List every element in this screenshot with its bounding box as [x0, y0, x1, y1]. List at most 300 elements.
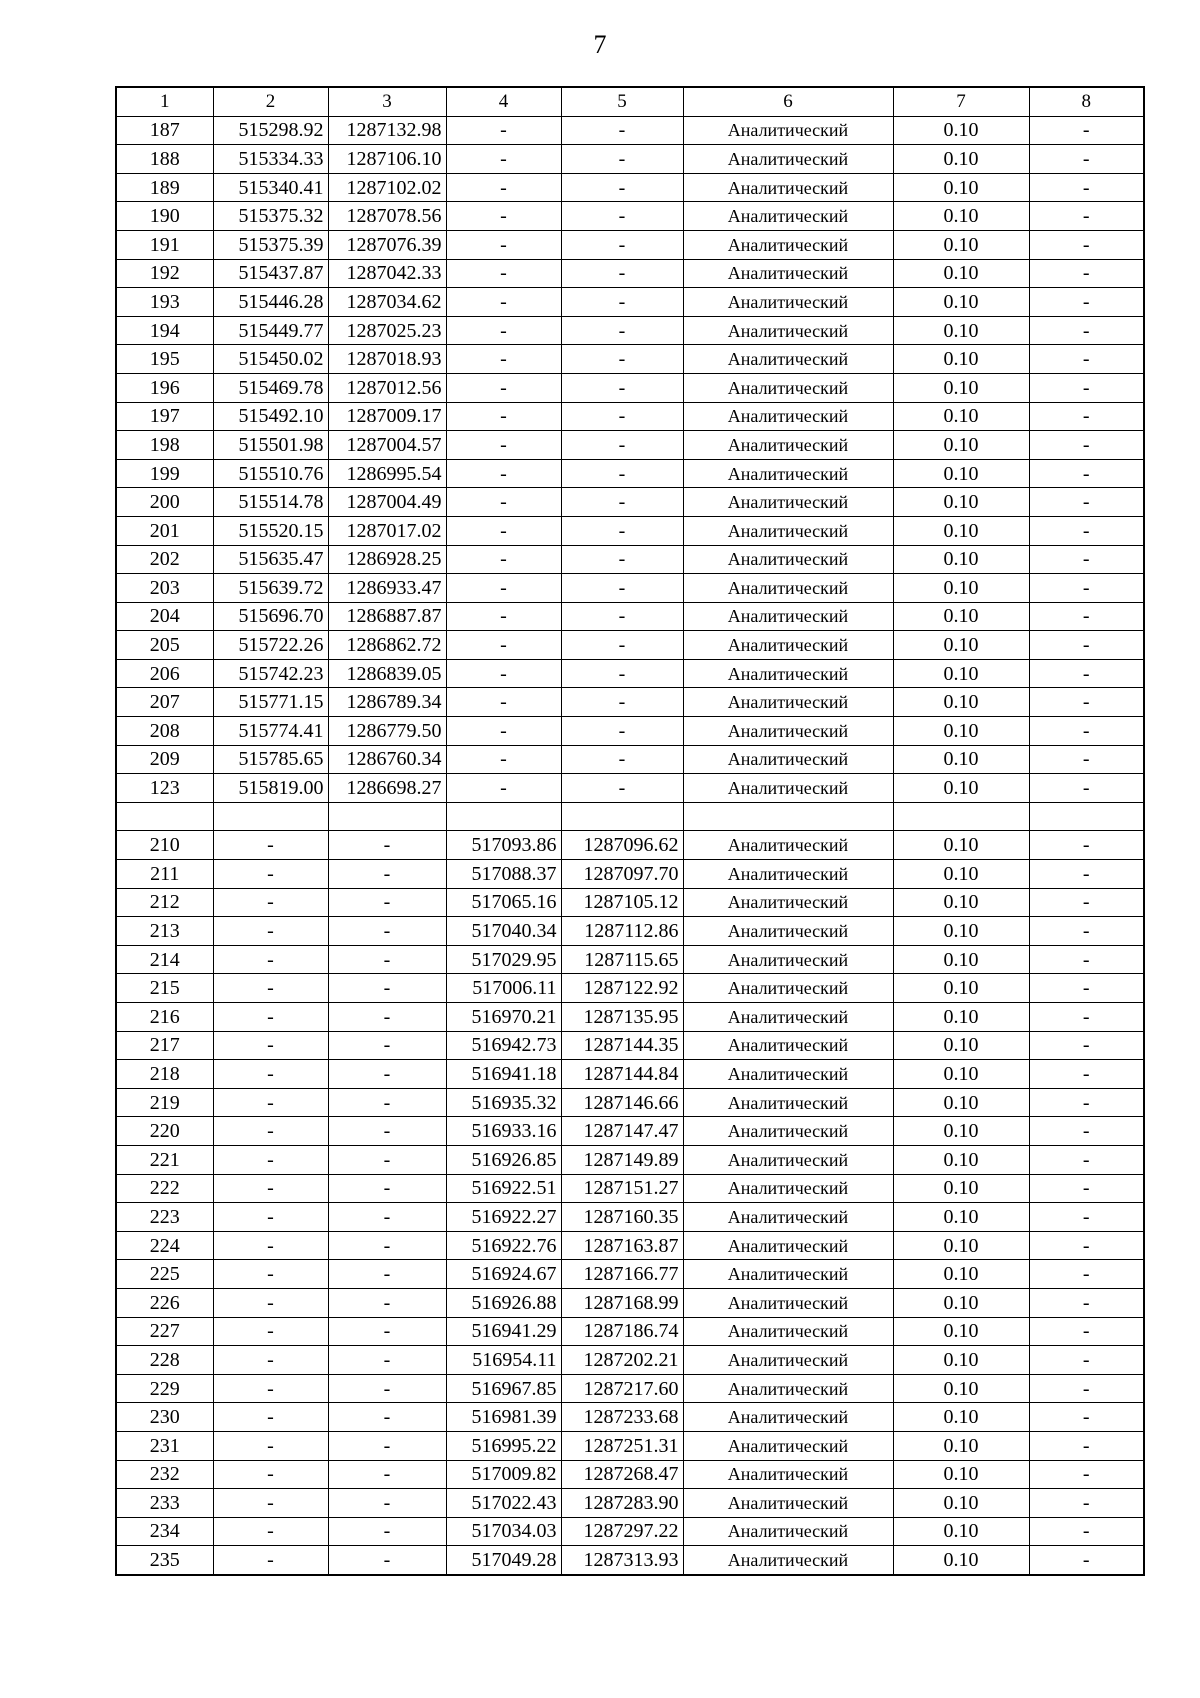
cell-coord-y-new: -: [561, 116, 683, 145]
cell-accuracy: 0.10: [893, 917, 1029, 946]
cell-accuracy: 0.10: [893, 1231, 1029, 1260]
cell-coord-x-new: -: [446, 230, 561, 259]
cell-coord-x-new: -: [446, 717, 561, 746]
cell-method: Аналитический: [683, 1403, 893, 1432]
cell-point-number: 221: [116, 1145, 213, 1174]
cell-method: Аналитический: [683, 1174, 893, 1203]
table-row: [116, 1317, 1144, 1346]
cell-coord-x-existing: -: [213, 1145, 328, 1174]
cell-point-number: 218: [116, 1060, 213, 1089]
cell-method: Аналитический: [683, 516, 893, 545]
cell-coord-y-existing: 1286862.72: [328, 631, 446, 660]
cell-method: Аналитический: [683, 1517, 893, 1546]
cell-description: -: [1029, 1203, 1144, 1232]
cell-coord-y-existing: 1287018.93: [328, 345, 446, 374]
cell-coord-x-new: -: [446, 202, 561, 231]
cell-coord-x-new: 516926.85: [446, 1145, 561, 1174]
cell-point-number: 196: [116, 373, 213, 402]
cell-accuracy: 0.10: [893, 259, 1029, 288]
cell-description: -: [1029, 1260, 1144, 1289]
cell-description: -: [1029, 831, 1144, 860]
cell-coord-x-existing: 515375.39: [213, 230, 328, 259]
cell-coord-x-existing: 515501.98: [213, 431, 328, 460]
cell-accuracy: 0.10: [893, 1031, 1029, 1060]
cell-coord-x-new: -: [446, 373, 561, 402]
cell-coord-y-existing: -: [328, 1546, 446, 1575]
cell-coord-y-existing: -: [328, 1346, 446, 1375]
cell-point-number: 228: [116, 1346, 213, 1375]
cell-coord-x-new: 516922.76: [446, 1231, 561, 1260]
cell-description: -: [1029, 373, 1144, 402]
cell-accuracy: 0.10: [893, 1203, 1029, 1232]
cell-accuracy: 0.10: [893, 774, 1029, 803]
cell-point-number: 201: [116, 516, 213, 545]
cell-accuracy: 0.10: [893, 1431, 1029, 1460]
cell-method: Аналитический: [683, 431, 893, 460]
cell-coord-y-new: 1287313.93: [561, 1546, 683, 1575]
table-row: [116, 1288, 1144, 1317]
cell-point-number: 233: [116, 1489, 213, 1518]
cell-description: -: [1029, 717, 1144, 746]
cell-method: Аналитический: [683, 173, 893, 202]
cell-coord-x-new: 517029.95: [446, 945, 561, 974]
cell-method: Аналитический: [683, 545, 893, 574]
cell-coord-y-new: 1287097.70: [561, 860, 683, 889]
cell-coord-y-new: -: [561, 431, 683, 460]
table-row: [116, 631, 1144, 660]
cell-accuracy: 0.10: [893, 974, 1029, 1003]
table-row: [116, 945, 1144, 974]
cell-accuracy: 0.10: [893, 373, 1029, 402]
cell-description: -: [1029, 974, 1144, 1003]
cell-point-number: 208: [116, 717, 213, 746]
cell-accuracy: 0.10: [893, 402, 1029, 431]
table-row: [116, 488, 1144, 517]
cell-point-number: 214: [116, 945, 213, 974]
cell-coord-y-new: 1287144.84: [561, 1060, 683, 1089]
cell-coord-y-new: 1287144.35: [561, 1031, 683, 1060]
cell-description: -: [1029, 774, 1144, 803]
table-row: [116, 1145, 1144, 1174]
cell-point-number: 189: [116, 173, 213, 202]
cell-coord-y-existing: -: [328, 1460, 446, 1489]
cell-coord-y-existing: -: [328, 1489, 446, 1518]
cell-point-number: 210: [116, 831, 213, 860]
cell-coord-y-existing: 1287132.98: [328, 116, 446, 145]
cell-accuracy: 0.10: [893, 316, 1029, 345]
cell-coord-y-existing: 1287042.33: [328, 259, 446, 288]
cell-coord-x-new: 517022.43: [446, 1489, 561, 1518]
cell-coord-x-existing: -: [213, 1317, 328, 1346]
cell-coord-y-existing: -: [328, 888, 446, 917]
cell-method: Аналитический: [683, 1117, 893, 1146]
cell-accuracy: 0.10: [893, 860, 1029, 889]
cell-method: Аналитический: [683, 1546, 893, 1575]
table-row: [116, 688, 1144, 717]
cell-coord-y-new: -: [561, 230, 683, 259]
cell-coord-y-new: 1287217.60: [561, 1374, 683, 1403]
cell-coord-x-existing: -: [213, 1174, 328, 1203]
cell-point-number: 200: [116, 488, 213, 517]
cell-coord-y-new: 1287151.27: [561, 1174, 683, 1203]
cell-description: -: [1029, 1174, 1144, 1203]
cell-coord-x-existing: -: [213, 831, 328, 860]
cell-point-number: 202: [116, 545, 213, 574]
table-row: [116, 230, 1144, 259]
cell-point-number: 223: [116, 1203, 213, 1232]
cell-coord-y-new: -: [561, 631, 683, 660]
cell-coord-x-new: -: [446, 631, 561, 660]
cell-accuracy: 0.10: [893, 831, 1029, 860]
cell-coord-x-existing: -: [213, 1003, 328, 1032]
cell-accuracy: 0.10: [893, 1460, 1029, 1489]
cell-coord-x-new: 516954.11: [446, 1346, 561, 1375]
cell-point-number: 190: [116, 202, 213, 231]
cell-coord-x-new: 516981.39: [446, 1403, 561, 1432]
cell-coord-y-new: -: [561, 516, 683, 545]
cell-accuracy: 0.10: [893, 116, 1029, 145]
cell-accuracy: 0.10: [893, 516, 1029, 545]
cell-method: Аналитический: [683, 574, 893, 603]
cell-description: [1029, 802, 1144, 831]
cell-point-number: 192: [116, 259, 213, 288]
cell-point-number: [116, 802, 213, 831]
table-row: [116, 1517, 1144, 1546]
cell-coord-x-existing: 515449.77: [213, 316, 328, 345]
cell-coord-x-new: 517006.11: [446, 974, 561, 1003]
cell-method: Аналитический: [683, 402, 893, 431]
table-row: [116, 545, 1144, 574]
cell-point-number: 220: [116, 1117, 213, 1146]
cell-coord-x-existing: -: [213, 1546, 328, 1575]
cell-coord-y-existing: -: [328, 1117, 446, 1146]
cell-coord-x-new: 517034.03: [446, 1517, 561, 1546]
cell-method: Аналитический: [683, 1231, 893, 1260]
cell-coord-x-new: -: [446, 774, 561, 803]
cell-accuracy: 0.10: [893, 145, 1029, 174]
cell-point-number: 198: [116, 431, 213, 460]
cell-accuracy: 0.10: [893, 631, 1029, 660]
cell-description: -: [1029, 631, 1144, 660]
table-row: [116, 1260, 1144, 1289]
cell-method: Аналитический: [683, 345, 893, 374]
table-row: [116, 431, 1144, 460]
cell-coord-y-new: -: [561, 488, 683, 517]
table-row: [116, 516, 1144, 545]
cell-method: Аналитический: [683, 888, 893, 917]
table-row: [116, 116, 1144, 145]
cell-coord-x-existing: 515298.92: [213, 116, 328, 145]
cell-coord-y-existing: -: [328, 1060, 446, 1089]
cell-coord-x-new: 517088.37: [446, 860, 561, 889]
table-row: [116, 402, 1144, 431]
cell-coord-y-existing: -: [328, 1003, 446, 1032]
cell-coord-x-new: 516970.21: [446, 1003, 561, 1032]
cell-accuracy: 0.10: [893, 888, 1029, 917]
cell-coord-x-existing: -: [213, 1060, 328, 1089]
cell-coord-x-new: 516926.88: [446, 1288, 561, 1317]
cell-coord-y-existing: -: [328, 1088, 446, 1117]
cell-point-number: 227: [116, 1317, 213, 1346]
cell-description: -: [1029, 945, 1144, 974]
cell-accuracy: 0.10: [893, 431, 1029, 460]
cell-description: -: [1029, 1088, 1144, 1117]
column-header-3: 3: [328, 87, 446, 116]
column-header-7: 7: [893, 87, 1029, 116]
cell-method: Аналитический: [683, 373, 893, 402]
cell-coord-x-new: 516967.85: [446, 1374, 561, 1403]
cell-accuracy: 0.10: [893, 1060, 1029, 1089]
table-row: [116, 574, 1144, 603]
cell-point-number: 232: [116, 1460, 213, 1489]
cell-coord-x-existing: 515742.23: [213, 659, 328, 688]
cell-coord-x-new: 517009.82: [446, 1460, 561, 1489]
table-row: [116, 1403, 1144, 1432]
cell-coord-x-existing: 515514.78: [213, 488, 328, 517]
cell-coord-x-existing: -: [213, 1117, 328, 1146]
cell-description: -: [1029, 745, 1144, 774]
cell-point-number: 195: [116, 345, 213, 374]
cell-method: Аналитический: [683, 1203, 893, 1232]
cell-coord-y-new: [561, 802, 683, 831]
cell-method: Аналитический: [683, 116, 893, 145]
cell-accuracy: [893, 802, 1029, 831]
table-row: [116, 1031, 1144, 1060]
cell-coord-x-new: 516941.29: [446, 1317, 561, 1346]
cell-description: -: [1029, 288, 1144, 317]
column-header-4: 4: [446, 87, 561, 116]
cell-coord-x-existing: -: [213, 1260, 328, 1289]
table-row: [116, 145, 1144, 174]
cell-method: Аналитический: [683, 459, 893, 488]
table-row: [116, 373, 1144, 402]
cell-coord-y-existing: -: [328, 1431, 446, 1460]
cell-accuracy: 0.10: [893, 488, 1029, 517]
cell-accuracy: 0.10: [893, 602, 1029, 631]
cell-coord-x-existing: -: [213, 1288, 328, 1317]
cell-coord-x-existing: -: [213, 1231, 328, 1260]
cell-coord-y-new: -: [561, 316, 683, 345]
cell-accuracy: 0.10: [893, 574, 1029, 603]
cell-coord-y-existing: -: [328, 1231, 446, 1260]
cell-method: Аналитический: [683, 831, 893, 860]
cell-coord-x-new: -: [446, 173, 561, 202]
cell-method: Аналитический: [683, 1346, 893, 1375]
cell-coord-x-new: -: [446, 516, 561, 545]
cell-description: -: [1029, 1317, 1144, 1346]
column-header-1: 1: [116, 87, 213, 116]
cell-coord-y-new: 1287233.68: [561, 1403, 683, 1432]
cell-coord-y-existing: 1286698.27: [328, 774, 446, 803]
cell-coord-y-new: -: [561, 259, 683, 288]
cell-coord-y-new: 1287186.74: [561, 1317, 683, 1346]
cell-coord-x-existing: -: [213, 1403, 328, 1432]
cell-description: -: [1029, 1060, 1144, 1089]
cell-point-number: 215: [116, 974, 213, 1003]
cell-method: Аналитический: [683, 1317, 893, 1346]
cell-description: -: [1029, 1003, 1144, 1032]
cell-description: -: [1029, 459, 1144, 488]
cell-method: Аналитический: [683, 1489, 893, 1518]
cell-accuracy: 0.10: [893, 1346, 1029, 1375]
cell-coord-x-existing: 515375.32: [213, 202, 328, 231]
table-row: [116, 173, 1144, 202]
cell-point-number: 207: [116, 688, 213, 717]
table-row: [116, 659, 1144, 688]
cell-method: Аналитический: [683, 1431, 893, 1460]
cell-coord-x-existing: 515819.00: [213, 774, 328, 803]
cell-coord-y-existing: 1286887.87: [328, 602, 446, 631]
cell-coord-x-new: 517049.28: [446, 1546, 561, 1575]
cell-accuracy: 0.10: [893, 1088, 1029, 1117]
cell-coord-x-existing: 515722.26: [213, 631, 328, 660]
cell-point-number: 206: [116, 659, 213, 688]
cell-description: -: [1029, 602, 1144, 631]
cell-coord-y-new: 1287112.86: [561, 917, 683, 946]
table-row: [116, 860, 1144, 889]
cell-method: Аналитический: [683, 1260, 893, 1289]
cell-method: Аналитический: [683, 1145, 893, 1174]
cell-description: -: [1029, 1460, 1144, 1489]
cell-accuracy: 0.10: [893, 1546, 1029, 1575]
cell-coord-x-existing: 515340.41: [213, 173, 328, 202]
cell-coord-y-new: 1287297.22: [561, 1517, 683, 1546]
cell-coord-y-existing: 1286779.50: [328, 717, 446, 746]
cell-coord-y-existing: 1287012.56: [328, 373, 446, 402]
cell-point-number: 231: [116, 1431, 213, 1460]
cell-coord-y-new: 1287202.21: [561, 1346, 683, 1375]
cell-coord-y-new: -: [561, 745, 683, 774]
cell-coord-y-existing: [328, 802, 446, 831]
cell-coord-x-existing: 515774.41: [213, 717, 328, 746]
table-row: [116, 1060, 1144, 1089]
cell-coord-x-new: -: [446, 288, 561, 317]
cell-coord-y-new: -: [561, 774, 683, 803]
cell-point-number: 194: [116, 316, 213, 345]
cell-coord-x-new: -: [446, 345, 561, 374]
cell-coord-y-new: -: [561, 173, 683, 202]
cell-coord-x-existing: -: [213, 1431, 328, 1460]
cell-coord-y-new: 1287147.47: [561, 1117, 683, 1146]
table-row: [116, 1088, 1144, 1117]
cell-coord-y-existing: 1286789.34: [328, 688, 446, 717]
cell-coord-y-new: 1287115.65: [561, 945, 683, 974]
cell-coord-y-existing: 1287106.10: [328, 145, 446, 174]
cell-accuracy: 0.10: [893, 1374, 1029, 1403]
cell-description: -: [1029, 1288, 1144, 1317]
cell-coord-y-existing: -: [328, 974, 446, 1003]
cell-description: -: [1029, 545, 1144, 574]
table-row: [116, 288, 1144, 317]
table-row: [116, 974, 1144, 1003]
cell-coord-x-new: -: [446, 431, 561, 460]
cell-method: Аналитический: [683, 602, 893, 631]
cell-description: -: [1029, 230, 1144, 259]
cell-method: Аналитический: [683, 1031, 893, 1060]
cell-method: Аналитический: [683, 745, 893, 774]
cell-accuracy: 0.10: [893, 1145, 1029, 1174]
cell-coord-x-new: -: [446, 459, 561, 488]
cell-point-number: 229: [116, 1374, 213, 1403]
cell-coord-x-existing: -: [213, 1031, 328, 1060]
cell-description: -: [1029, 1145, 1144, 1174]
cell-coord-y-existing: -: [328, 1288, 446, 1317]
cell-coord-x-existing: 515469.78: [213, 373, 328, 402]
cell-coord-y-new: -: [561, 345, 683, 374]
cell-coord-x-existing: 515785.65: [213, 745, 328, 774]
cell-coord-x-existing: 515334.33: [213, 145, 328, 174]
cell-coord-y-existing: 1287078.56: [328, 202, 446, 231]
cell-coord-x-existing: -: [213, 1489, 328, 1518]
cell-coord-y-existing: -: [328, 1174, 446, 1203]
cell-coord-x-new: -: [446, 488, 561, 517]
cell-coord-y-new: 1287251.31: [561, 1431, 683, 1460]
cell-method: Аналитический: [683, 631, 893, 660]
cell-description: -: [1029, 1031, 1144, 1060]
cell-coord-x-new: 516941.18: [446, 1060, 561, 1089]
cell-accuracy: 0.10: [893, 1117, 1029, 1146]
cell-method: Аналитический: [683, 288, 893, 317]
cell-coord-y-new: -: [561, 545, 683, 574]
cell-coord-y-new: -: [561, 574, 683, 603]
cell-point-number: 205: [116, 631, 213, 660]
cell-description: -: [1029, 402, 1144, 431]
cell-point-number: 204: [116, 602, 213, 631]
cell-accuracy: 0.10: [893, 173, 1029, 202]
cell-coord-y-existing: -: [328, 1403, 446, 1432]
cell-coord-x-existing: -: [213, 1374, 328, 1403]
cell-point-number: 213: [116, 917, 213, 946]
table-row: [116, 259, 1144, 288]
cell-coord-y-existing: -: [328, 945, 446, 974]
table-row: [116, 459, 1144, 488]
cell-description: -: [1029, 1517, 1144, 1546]
cell-coord-x-existing: 515635.47: [213, 545, 328, 574]
cell-point-number: 234: [116, 1517, 213, 1546]
cell-coord-y-new: -: [561, 688, 683, 717]
cell-point-number: 230: [116, 1403, 213, 1432]
cell-coord-x-existing: 515450.02: [213, 345, 328, 374]
cell-method: Аналитический: [683, 202, 893, 231]
cell-coord-x-existing: -: [213, 945, 328, 974]
cell-coord-x-new: -: [446, 259, 561, 288]
cell-coord-y-existing: 1286933.47: [328, 574, 446, 603]
cell-method: Аналитический: [683, 230, 893, 259]
table-row: [116, 1460, 1144, 1489]
cell-coord-y-existing: 1286928.25: [328, 545, 446, 574]
cell-accuracy: 0.10: [893, 1174, 1029, 1203]
cell-coord-x-new: 516933.16: [446, 1117, 561, 1146]
cell-coord-y-existing: -: [328, 860, 446, 889]
cell-coord-y-existing: -: [328, 1145, 446, 1174]
cell-description: -: [1029, 688, 1144, 717]
cell-point-number: 219: [116, 1088, 213, 1117]
cell-accuracy: 0.10: [893, 545, 1029, 574]
cell-coord-x-existing: 515771.15: [213, 688, 328, 717]
cell-coord-y-existing: -: [328, 1374, 446, 1403]
cell-coord-y-existing: 1286839.05: [328, 659, 446, 688]
table-row: [116, 717, 1144, 746]
cell-description: -: [1029, 659, 1144, 688]
table-row: [116, 745, 1144, 774]
table-row: [116, 1231, 1144, 1260]
cell-coord-y-existing: 1286760.34: [328, 745, 446, 774]
cell-coord-y-new: -: [561, 202, 683, 231]
cell-coord-y-existing: 1287017.02: [328, 516, 446, 545]
table-row: [116, 316, 1144, 345]
cell-coord-y-new: -: [561, 602, 683, 631]
cell-accuracy: 0.10: [893, 1317, 1029, 1346]
